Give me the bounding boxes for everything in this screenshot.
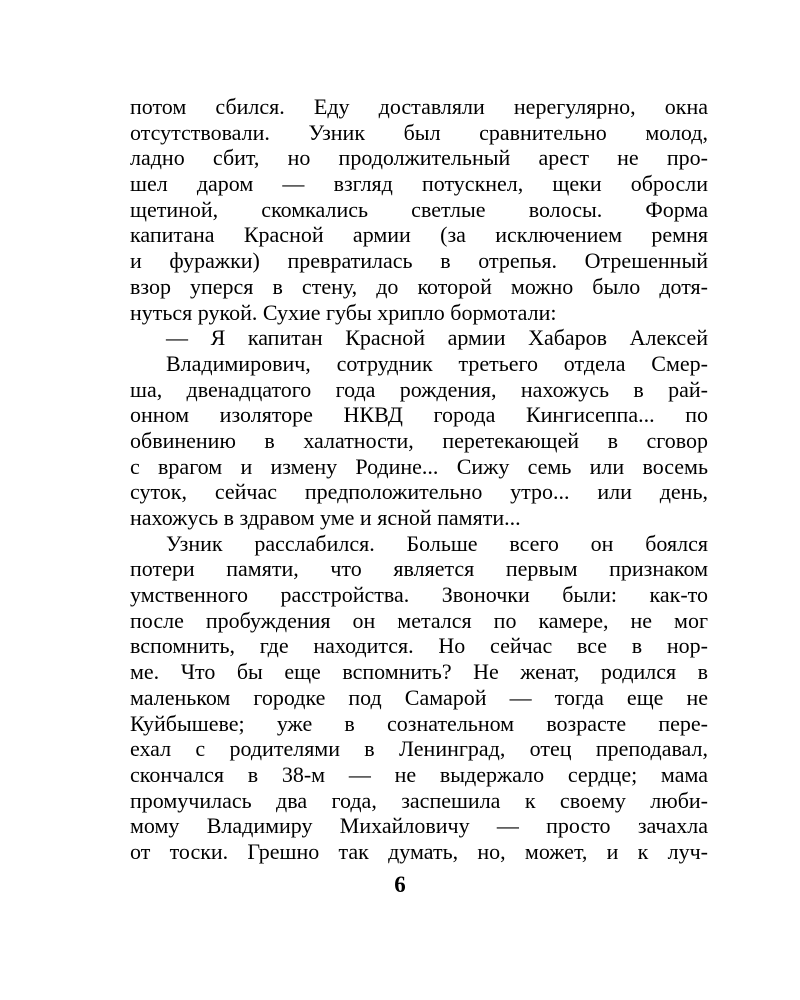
text-line: от тоски. Грешно так думать, но, может, и к луч- bbox=[130, 838, 708, 864]
text-line: ме. Что бы еще вспомнить? Не женат, родился в bbox=[130, 659, 708, 685]
text-line: щетиной, скомкались светлые волосы. Форма bbox=[130, 196, 708, 222]
text-line: ехал с родителями в Ленинград, отец преподавал, bbox=[130, 736, 708, 762]
text-line: ша, двенадцатого года рождения, нахожусь в рай- bbox=[130, 376, 708, 402]
text-line: умственного расстройства. Звоночки были: как-то bbox=[130, 582, 708, 608]
text-line: суток, сейчас предположительно утро... или день, bbox=[130, 479, 708, 505]
text-line: с врагом и измену Родине... Сижу семь или восемь bbox=[130, 453, 708, 479]
text-line: и фуражки) превратилась в отрепья. Отрешенный bbox=[130, 248, 708, 274]
text-line: промучилась два года, заспешила к своему люби- bbox=[130, 787, 708, 813]
text-line: потом сбился. Еду доставляли нерегулярно, окна bbox=[130, 94, 708, 119]
text-line-dialogue: — Я капитан Красной армии Хабаров Алексей bbox=[166, 325, 708, 351]
text-line: ладно сбит, но продолжительный арест не про- bbox=[130, 145, 708, 171]
text-line: нуться рукой. Сухие губы хрипло бормотали: bbox=[130, 299, 557, 325]
text-line: нахожусь в здравом уме и ясной памяти... bbox=[130, 505, 521, 530]
text-line: взор уперся в стену, до которой можно было дотя- bbox=[130, 273, 708, 299]
text-line: маленьком городке под Самарой — тогда еще не bbox=[130, 684, 708, 710]
text-line: Владимирович, сотрудник третьего отдела Смер- bbox=[166, 350, 708, 376]
text-line: обвинению в халатности, перетекающей в сговор bbox=[130, 427, 708, 453]
text-line: скончался в 38-м — не выдержало сердце; мама bbox=[130, 761, 708, 787]
text-line: капитана Красной армии (за исключением ремня bbox=[130, 222, 708, 248]
text-line: отсутствовали. Узник был сравнительно молод, bbox=[130, 119, 708, 145]
body-text bbox=[130, 94, 708, 865]
page-number: 6 bbox=[394, 872, 406, 897]
text-line: онном изоляторе НКВД города Кингисеппа... по bbox=[130, 402, 708, 428]
text-line: после пробуждения он метался по камере, не мог bbox=[130, 607, 708, 633]
text-line: потери памяти, что является первым признаком bbox=[130, 556, 708, 582]
text-line: шел даром — взгляд потускнел, щеки обросли bbox=[130, 171, 708, 197]
text-line: вспомнить, где находится. Но сейчас все в нор- bbox=[130, 633, 708, 659]
text-line: Куйбышеве; уже в сознательном возрасте пере- bbox=[130, 710, 708, 736]
text-line-paragraph-start: Узник расслабился. Больше всего он боялся bbox=[166, 530, 708, 556]
text-line: мому Владимиру Михайловичу — просто зачахла bbox=[130, 813, 708, 839]
